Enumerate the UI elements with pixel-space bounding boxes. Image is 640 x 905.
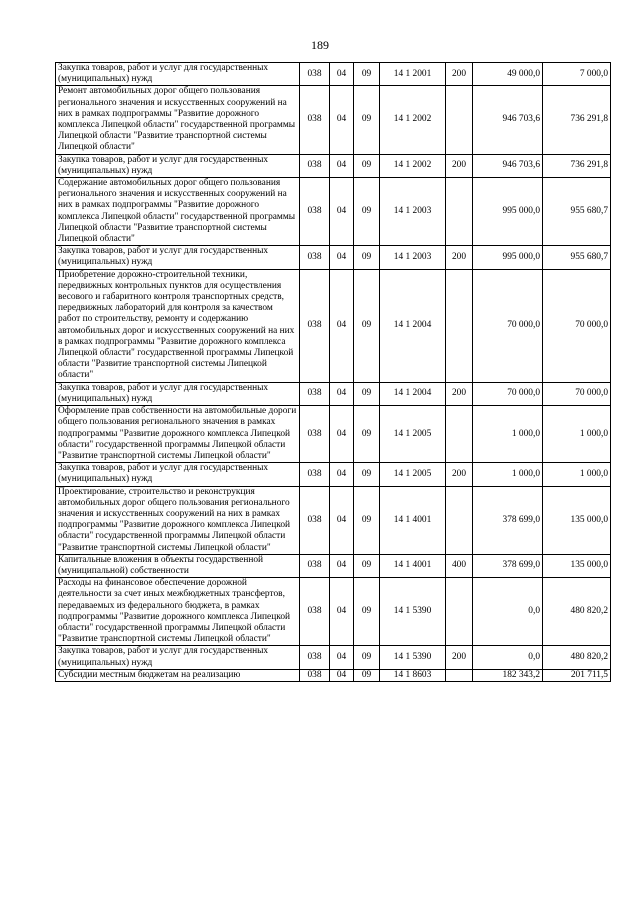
expense-type-code	[446, 178, 473, 246]
expense-description: Закупка товаров, работ и услуг для государственных (муниципальных) нужд	[56, 63, 300, 86]
admin-code: 038	[300, 486, 330, 554]
expense-description: Закупка товаров, работ и услуг для государственных (муниципальных) нужд	[56, 382, 300, 405]
admin-code: 038	[300, 154, 330, 177]
section-code: 04	[330, 646, 354, 669]
table-row	[56, 382, 611, 405]
expense-type-code	[446, 406, 473, 463]
table-row	[56, 86, 611, 154]
section-code: 04	[330, 578, 354, 646]
amount-year-1: 70 000,0	[473, 269, 543, 382]
admin-code: 038	[300, 406, 330, 463]
subsection-code: 09	[354, 63, 380, 86]
target-article-code: 14 1 2002	[380, 154, 446, 177]
target-article-code: 14 1 2003	[380, 246, 446, 269]
amount-year-2: 736 291,8	[543, 154, 611, 177]
admin-code: 038	[300, 86, 330, 154]
target-article-code: 14 1 2004	[380, 382, 446, 405]
target-article-code: 14 1 2001	[380, 63, 446, 86]
subsection-code: 09	[354, 178, 380, 246]
amount-year-2: 736 291,8	[543, 86, 611, 154]
table-body	[56, 63, 611, 682]
expense-type-code	[446, 578, 473, 646]
amount-year-1: 378 699,0	[473, 486, 543, 554]
subsection-code: 09	[354, 578, 380, 646]
table-row	[56, 178, 611, 246]
table-row	[56, 154, 611, 177]
expense-description: Оформление прав собственности на автомобильные дороги общего пользования регионального значения в рамках подпрограммы "Развитие дорожного комплекса Липецкой области" государственной программы Липецкой области "Развитие транспортной системы Липецкой области"	[56, 406, 300, 463]
table-row	[56, 406, 611, 463]
expense-type-code: 200	[446, 646, 473, 669]
amount-year-1: 0,0	[473, 578, 543, 646]
admin-code: 038	[300, 269, 330, 382]
amount-year-2: 955 680,7	[543, 178, 611, 246]
target-article-code: 14 1 4001	[380, 554, 446, 577]
target-article-code: 14 1 2005	[380, 463, 446, 486]
subsection-code: 09	[354, 646, 380, 669]
section-code: 04	[330, 463, 354, 486]
amount-year-2: 135 000,0	[543, 554, 611, 577]
table-row	[56, 63, 611, 86]
admin-code: 038	[300, 246, 330, 269]
expense-type-code	[446, 669, 473, 681]
table-row	[56, 554, 611, 577]
target-article-code: 14 1 2005	[380, 406, 446, 463]
amount-year-1: 49 000,0	[473, 63, 543, 86]
target-article-code: 14 1 2002	[380, 86, 446, 154]
table-row	[56, 486, 611, 554]
expense-description: Ремонт автомобильных дорог общего пользования регионального значения и искусственных сооружений на них в рамках подпрограммы "Развитие дорожного комплекса Липецкой области" государственной программы Липецкой области "Развитие транспортной системы Липецкой области"	[56, 86, 300, 154]
subsection-code: 09	[354, 86, 380, 154]
table-row	[56, 246, 611, 269]
admin-code: 038	[300, 554, 330, 577]
expense-type-code: 200	[446, 463, 473, 486]
subsection-code: 09	[354, 406, 380, 463]
amount-year-1: 1 000,0	[473, 463, 543, 486]
amount-year-2: 135 000,0	[543, 486, 611, 554]
amount-year-2: 70 000,0	[543, 382, 611, 405]
subsection-code: 09	[354, 246, 380, 269]
expense-description: Содержание автомобильных дорог общего пользования регионального значения и искусственных сооружений на них в рамках подпрограммы "Развитие дорожного комплекса Липецкой области" государственной программы Липецкой области "Развитие транспортной системы Липецкой области"	[56, 178, 300, 246]
section-code: 04	[330, 86, 354, 154]
expense-description: Приобретение дорожно-строительной техники, передвижных контрольных пунктов для осуществления весового и габаритного контроля транспортных средств, передвижных лабораторий для контроля за качеством работ по строительству, ремонту и содержанию автомобильных дорог и искусственных сооружений на них в рамках подпрограммы "Развитие дорожного комплекса Липецкой области" государственной программы Липецкой области "Развитие транспортной системы Липецкой области"	[56, 269, 300, 382]
table-row	[56, 269, 611, 382]
target-article-code: 14 1 8603	[380, 669, 446, 681]
expense-type-code: 200	[446, 63, 473, 86]
section-code: 04	[330, 382, 354, 405]
amount-year-1: 70 000,0	[473, 382, 543, 405]
table-row	[56, 669, 611, 681]
section-code: 04	[330, 406, 354, 463]
section-code: 04	[330, 178, 354, 246]
amount-year-2: 1 000,0	[543, 463, 611, 486]
table-row	[56, 463, 611, 486]
admin-code: 038	[300, 646, 330, 669]
amount-year-1: 946 703,6	[473, 86, 543, 154]
amount-year-2: 201 711,5	[543, 669, 611, 681]
subsection-code: 09	[354, 463, 380, 486]
subsection-code: 09	[354, 269, 380, 382]
expense-type-code: 400	[446, 554, 473, 577]
target-article-code: 14 1 4001	[380, 486, 446, 554]
expense-type-code: 200	[446, 246, 473, 269]
subsection-code: 09	[354, 154, 380, 177]
target-article-code: 14 1 5390	[380, 646, 446, 669]
admin-code: 038	[300, 382, 330, 405]
section-code: 04	[330, 486, 354, 554]
subsection-code: 09	[354, 486, 380, 554]
expense-description: Расходы на финансовое обеспечение дорожной деятельности за счет иных межбюджетных трансфертов, передаваемых из федерального бюджета, в рамках подпрограммы "Развитие дорожного комплекса Липецкой области" государственной программы Липецкой области "Развитие транспортной системы Липецкой области"	[56, 578, 300, 646]
amount-year-1: 378 699,0	[473, 554, 543, 577]
section-code: 04	[330, 554, 354, 577]
amount-year-1: 946 703,6	[473, 154, 543, 177]
table-row	[56, 578, 611, 646]
amount-year-2: 480 820,2	[543, 578, 611, 646]
table-row	[56, 646, 611, 669]
expense-type-code: 200	[446, 382, 473, 405]
expense-description: Капитальные вложения в объекты государственной (муниципальной) собственности	[56, 554, 300, 577]
section-code: 04	[330, 269, 354, 382]
section-code: 04	[330, 63, 354, 86]
amount-year-1: 995 000,0	[473, 246, 543, 269]
section-code: 04	[330, 669, 354, 681]
admin-code: 038	[300, 578, 330, 646]
subsection-code: 09	[354, 669, 380, 681]
target-article-code: 14 1 5390	[380, 578, 446, 646]
amount-year-1: 0,0	[473, 646, 543, 669]
target-article-code: 14 1 2003	[380, 178, 446, 246]
expense-type-code	[446, 486, 473, 554]
admin-code: 038	[300, 178, 330, 246]
admin-code: 038	[300, 463, 330, 486]
admin-code: 038	[300, 63, 330, 86]
expense-description: Субсидии местным бюджетам на реализацию	[56, 669, 300, 681]
page-number: 189	[311, 38, 329, 52]
subsection-code: 09	[354, 382, 380, 405]
expense-description: Проектирование, строительство и реконструкция автомобильных дорог общего пользования регионального значения и искусственных сооружений на них в рамках подпрограммы "Развитие дорожного комплекса Липецкой области" государственной программы Липецкой области "Развитие транспортной системы Липецкой области"	[56, 486, 300, 554]
subsection-code: 09	[354, 554, 380, 577]
admin-code: 038	[300, 669, 330, 681]
expense-description: Закупка товаров, работ и услуг для государственных (муниципальных) нужд	[56, 463, 300, 486]
expense-description: Закупка товаров, работ и услуг для государственных (муниципальных) нужд	[56, 154, 300, 177]
expense-type-code	[446, 269, 473, 382]
expense-description: Закупка товаров, работ и услуг для государственных (муниципальных) нужд	[56, 646, 300, 669]
amount-year-2: 955 680,7	[543, 246, 611, 269]
amount-year-1: 1 000,0	[473, 406, 543, 463]
amount-year-1: 182 343,2	[473, 669, 543, 681]
expense-type-code: 200	[446, 154, 473, 177]
amount-year-2: 70 000,0	[543, 269, 611, 382]
amount-year-1: 995 000,0	[473, 178, 543, 246]
amount-year-2: 1 000,0	[543, 406, 611, 463]
expense-type-code	[446, 86, 473, 154]
section-code: 04	[330, 246, 354, 269]
amount-year-2: 480 820,2	[543, 646, 611, 669]
expense-description: Закупка товаров, работ и услуг для государственных (муниципальных) нужд	[56, 246, 300, 269]
amount-year-2: 7 000,0	[543, 63, 611, 86]
section-code: 04	[330, 154, 354, 177]
budget-table	[55, 62, 611, 682]
target-article-code: 14 1 2004	[380, 269, 446, 382]
